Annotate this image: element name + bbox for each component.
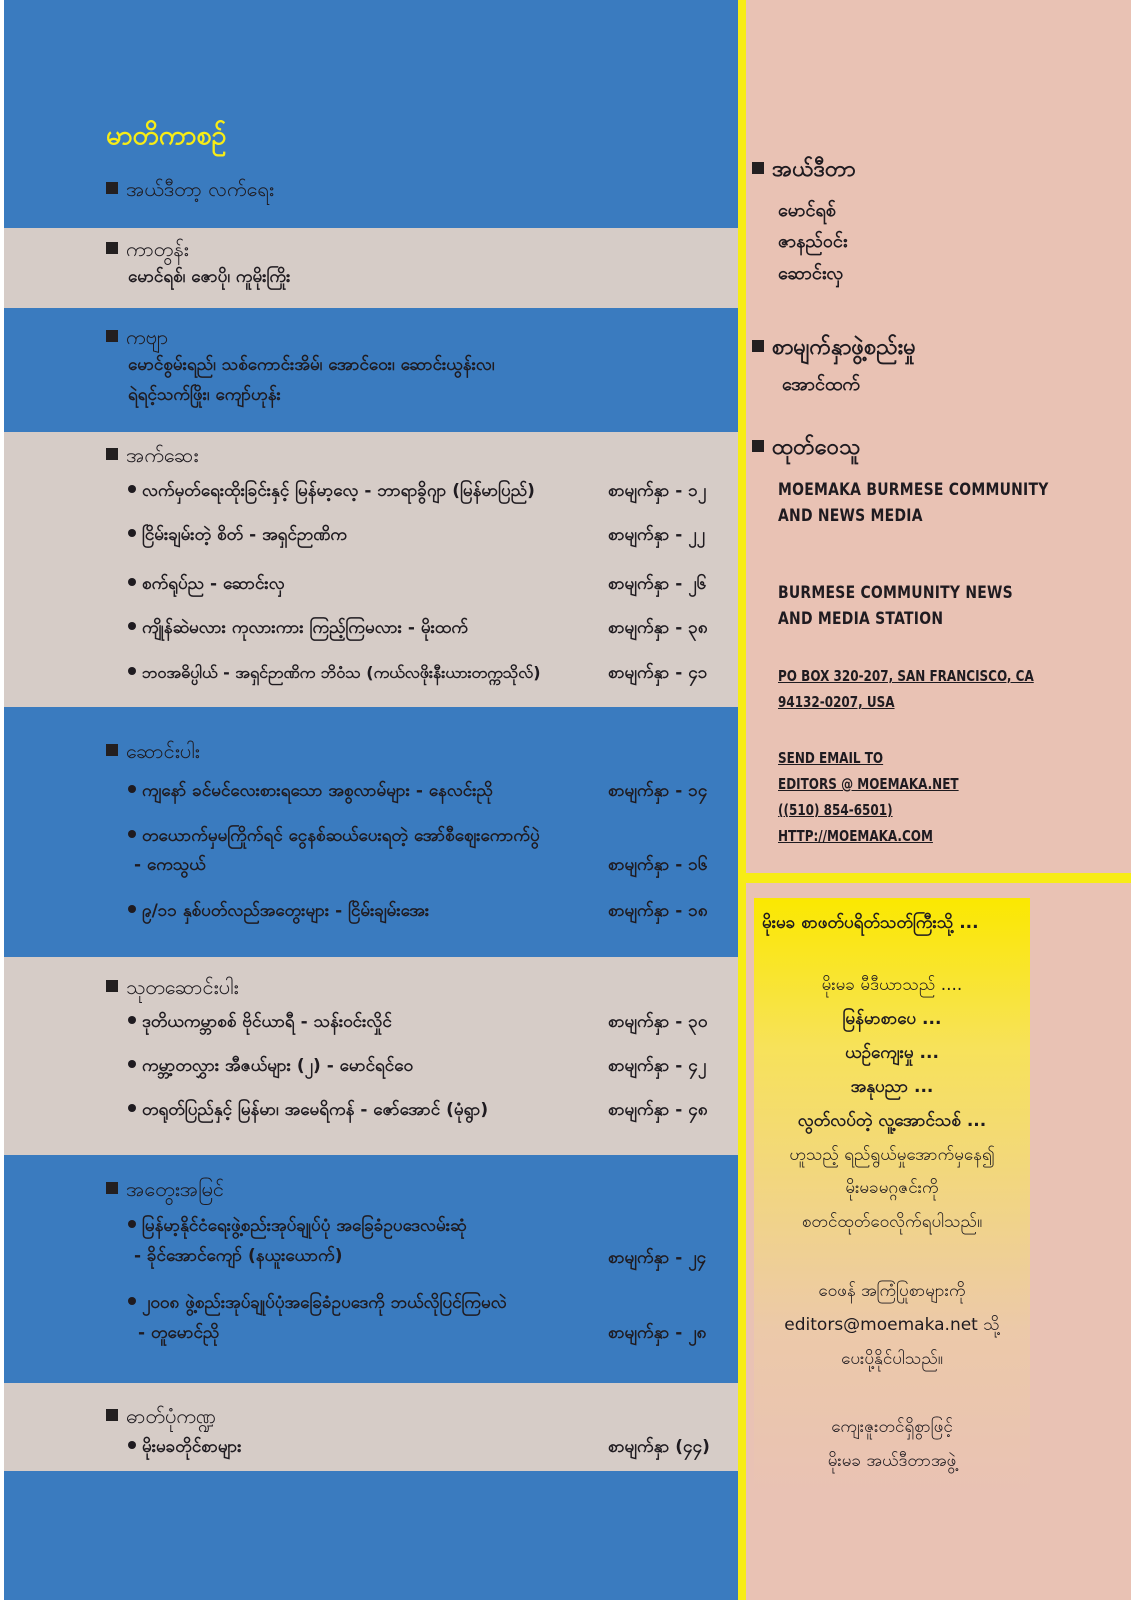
square-bullet-icon (106, 182, 118, 194)
toc-entry[interactable]: ဘဝအဓိပ္ပါယ် - အရှင်ဉာဏိက ဘိဝံသ (ကယ်လဖိုးနီးယားတက္ကသိုလ်) (128, 662, 541, 686)
note-line: အနုပညာ ... (850, 1077, 934, 1097)
note-line: စတင်ထုတ်ဝေလိုက်ရပါသည်။ (801, 1212, 983, 1232)
toc-page-number: စာမျက်နှာ - ၂၂ (608, 525, 705, 545)
toc-page-number: စာမျက်နှာ - ၄၈ (608, 1100, 708, 1120)
dot-bullet-icon (128, 485, 136, 493)
toc-page-number: စာမျက်နှာ - ၂၈ (608, 1323, 707, 1343)
publisher-name-line1: MOEMAKA BURMESE COMMUNITY (778, 480, 1049, 500)
toc-entry-author: - ခိုင်အောင်ကျော် (နယူးယောက်) (134, 1246, 343, 1266)
square-bullet-icon (752, 440, 764, 452)
toc-page-number: စာမျက်နှာ - ၁၂ (608, 481, 707, 501)
dot-bullet-icon (128, 529, 136, 537)
toc-entry-author: - ကေသွယ် (134, 855, 206, 875)
masthead-layout-heading: စာမျက်နှာဖွဲ့စည်းမှု (752, 332, 916, 365)
toc-entry[interactable]: တယောက်မှမကြိုက်ရင် ငွေနစ်ဆယ်ပေးရတဲ့ အော်စီစျေးကောက်ပွဲ (128, 825, 540, 850)
note-line: ဝေဖန် အကြံပြုစာများကို (818, 1281, 966, 1301)
square-bullet-icon (106, 330, 118, 342)
toc-page-number: စာမျက်နှာ - ၃၈ (608, 618, 708, 638)
dot-bullet-icon (128, 785, 136, 793)
section-heading-articles: ဆောင်းပါး (106, 738, 200, 768)
toc-entry[interactable]: မြန်မာ့နိုင်ငံရေးဖွဲ့စည်းအုပ်ချုပ်ပုံ အခြေခံဥပဒေလမ်းဆုံ (128, 1215, 466, 1240)
website-link[interactable]: HTTP://MOEMAKA.COM (778, 827, 933, 845)
dot-bullet-icon (128, 905, 136, 913)
square-bullet-icon (106, 744, 118, 756)
note-line: မိုးမခ မီဒီယာသည် .... (821, 975, 963, 995)
square-bullet-icon (752, 162, 764, 174)
note-line: မြန်မာစာပေ ... (842, 1009, 942, 1029)
section-heading-poetry: ကဗျာ (106, 324, 168, 354)
dot-bullet-icon (128, 830, 136, 838)
note-heading: မိုးမခ စာဖတ်ပရိတ်သတ်ကြီးသို့ ... (762, 913, 979, 933)
vertical-yellow-rule (738, 0, 746, 1600)
section-heading-cartoon: ကာတွန်း (106, 236, 189, 266)
dot-bullet-icon (128, 667, 136, 675)
toc-page-number: စာမျက်နှာ - ၁၆ (608, 855, 708, 875)
dot-bullet-icon (128, 1016, 136, 1024)
toc-title: မာတိကာစဉ် (106, 120, 227, 151)
dot-bullet-icon (128, 622, 136, 630)
toc-page-number: စာမျက်နှာ - ၁၄ (608, 781, 708, 801)
masthead-editor-heading: အယ်ဒီတာ (752, 154, 856, 187)
note-line: ဟူသည့် ရည်ရွယ်မှုအောက်မှနေ၍ (789, 1145, 995, 1165)
address-line2: 94132-0207, USA (778, 693, 895, 711)
toc-page-number: စာမျက်နှာ (၄၄) (608, 1437, 710, 1457)
note-line: ယဉ်ကျေးမှု ... (845, 1043, 939, 1063)
section-heading-science: သုတဆောင်းပါး (106, 974, 239, 1004)
publisher-name-line2: AND NEWS MEDIA (778, 506, 923, 526)
square-bullet-icon (106, 980, 118, 992)
editor-name: မောင်ရစ် (778, 200, 836, 221)
layout-designer-name: အောင်ထက် (782, 374, 860, 395)
square-bullet-icon (106, 448, 118, 460)
toc-page-number: စာမျက်နှာ - ၂၆ (608, 574, 707, 594)
editor-name: ဆောင်းလှ (778, 263, 844, 284)
toc-entry-author: - တူမောင်ညို (138, 1323, 220, 1343)
toc-page-number: စာမျက်နှာ - ၄၂ (608, 1056, 707, 1076)
toc-entry[interactable]: ဒုတိယကမ္ဘာစစ် ဗိုင်ယာရီ - သန်းဝင်းလှိုင် (128, 1011, 392, 1036)
square-bullet-icon (752, 340, 764, 352)
email-label: SEND EMAIL TO (778, 749, 884, 767)
toc-entry[interactable]: ကျိုန်ဆဲမလား ကုလားကား ကြည့်ကြမလား - မိုးထက် (128, 617, 468, 642)
dot-bullet-icon (128, 1104, 136, 1112)
toc-entry[interactable]: ၂၀၀၈ ဖွဲ့စည်းအုပ်ချုပ်ပုံအခြေခံဥပဒေကို ဘယ်လိုပြင်ကြမလဲ (128, 1292, 507, 1317)
dot-bullet-icon (128, 1297, 136, 1305)
phone-number: ((510) 854-6501) (778, 801, 893, 819)
dot-bullet-icon (128, 578, 136, 586)
dot-bullet-icon (128, 1220, 136, 1228)
toc-entry[interactable]: ကမ္ဘာ့တလွှား အီဇယ်များ (၂) - မောင်ရင်ဝေ (128, 1055, 413, 1080)
toc-entry[interactable]: ကျနော် ခင်မင်လေးစားရသော အစွလာမ်များ - နေလင်းညို (128, 780, 493, 805)
note-line: မိုးမခမဂ္ဂဇင်းကို (845, 1178, 939, 1198)
editor-name: ဇာနည်ဝင်း (778, 231, 848, 252)
note-line: လွတ်လပ်တဲ့ လူ့အောင်သစ် ... (797, 1111, 987, 1131)
station-name-line1: BURMESE COMMUNITY NEWS (778, 583, 1013, 603)
dot-bullet-icon (128, 1060, 136, 1068)
cartoon-contributors: မောင်ရစ်၊ ဇောပို၊ ကူမိုးကြိုး (128, 267, 291, 287)
address-line1: PO BOX 320-207, SAN FRANCISCO, CA (778, 667, 1034, 685)
square-bullet-icon (106, 1182, 118, 1194)
toc-entry[interactable]: ၉/၁၁ နှစ်ပတ်လည်အတွေးများ - ငြိမ်းချမ်းအေး (128, 900, 429, 925)
poetry-contributors-line2: ရဲရင့်သက်ဖြိုး၊ ကျော်ဟုန်း (128, 385, 281, 405)
square-bullet-icon (106, 1409, 118, 1421)
band-footer (4, 1471, 738, 1600)
horizontal-yellow-rule (746, 873, 1131, 883)
note-signature: မိုးမခ အယ်ဒီတာအဖွဲ့ (827, 1451, 957, 1471)
toc-entry[interactable]: လက်မှတ်ရေးထိုးခြင်းနှင့် မြန်မာ့လေ့ - ဘာရာခွိဂျာ (မြန်မာပြည်) (128, 480, 535, 505)
square-bullet-icon (106, 242, 118, 254)
email-link[interactable]: EDITORS @ MOEMAKA.NET (778, 775, 959, 793)
note-email[interactable]: editors@moemaka.net သို့ (784, 1315, 1000, 1335)
section-heading-opinion: အတွေးအမြင် (106, 1176, 224, 1206)
masthead-publisher-heading: ထုတ်ဝေသူ (752, 432, 860, 465)
toc-entry[interactable]: စက်ရုပ်ည - ဆောင်းလှ (128, 573, 285, 598)
dot-bullet-icon (128, 1441, 136, 1449)
section-heading-essays: အက်ဆေး (106, 442, 198, 472)
station-name-line2: AND MEDIA STATION (778, 609, 944, 629)
toc-entry[interactable]: မိုးမခတိုင်စာများ (128, 1436, 242, 1461)
section-heading-photo: ဓာတ်ပုံကဏ္ဍ (106, 1403, 216, 1433)
toc-page-number: စာမျက်နှာ - ၁၈ (608, 901, 708, 921)
toc-page-number: စာမျက်နှာ - ၃၀ (608, 1012, 708, 1032)
toc-page-number: စာမျက်နှာ - ၂၄ (608, 1248, 707, 1268)
toc-entry[interactable]: တရုတ်ပြည်နှင့် မြန်မာ၊ အမေရိကန် - ဇော်အောင် (မုံရွာ) (128, 1099, 488, 1124)
note-line: ပေးပို့နိုင်ပါသည်။ (841, 1349, 943, 1369)
toc-page-number: စာမျက်နှာ - ၄၁ (608, 663, 708, 683)
toc-entry[interactable]: ငြိမ်းချမ်းတဲ့ စိတ် - အရှင်ဉာဏိက (128, 524, 347, 549)
section-heading-editorial: အယ်ဒီတာ့ လက်ရေး (106, 176, 274, 206)
note-line: ကျေးဇူးတင်ရှိစွာဖြင့် (831, 1417, 953, 1437)
poetry-contributors-line1: မောင်စွမ်းရည်၊ သစ်ကောင်းအိမ်၊ အောင်ဝေး၊ ဆောင်းယွန်းလ၊ (128, 355, 495, 375)
